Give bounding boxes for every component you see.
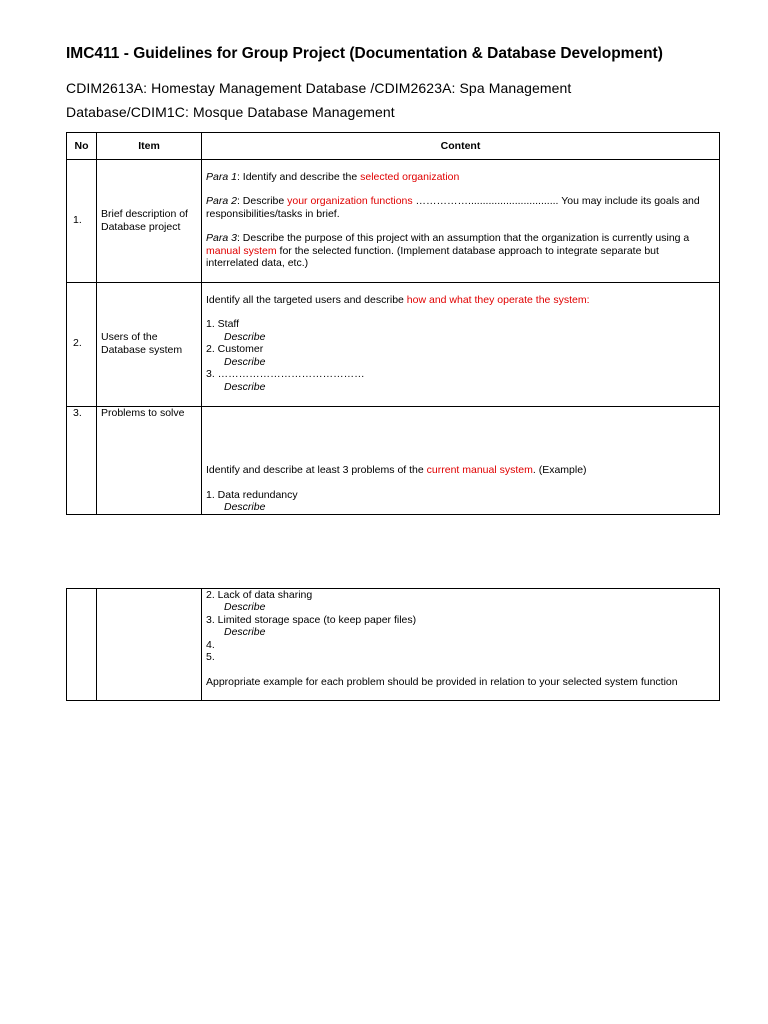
problem-2-describe: Describe — [224, 601, 266, 613]
header-row — [67, 133, 720, 160]
row-item: Problems to solve — [101, 407, 185, 419]
table-row — [67, 283, 720, 407]
row-number: 2. — [73, 337, 82, 349]
para-2: Para 2: Describe your organization functions ……………............................... You may include its goals and responsibilities/tasks in brief. — [206, 195, 700, 220]
problem-1-describe: Describe — [224, 501, 266, 513]
problem-1: 1. Data redundancy — [206, 489, 298, 501]
table-row — [67, 589, 720, 701]
user-3: 3. …………………………………… — [206, 368, 365, 380]
para-1: Para 1: Identify and describe the selected organization — [206, 171, 460, 183]
header-no: No — [67, 133, 97, 160]
row-number: 3. — [73, 407, 82, 419]
header-content: Content — [202, 133, 720, 160]
user-3-describe: Describe — [224, 381, 266, 393]
user-1-describe: Describe — [224, 331, 266, 343]
user-1: 1. Staff — [206, 318, 240, 330]
subtitle-line-2: Database/CDIM1C: Mosque Database Management — [66, 104, 395, 120]
table-row — [67, 160, 720, 283]
subtitle-line-1: CDIM2613A: Homestay Management Database /CDIM2623A: Spa Management — [66, 80, 572, 96]
row-item: Brief description of Database project — [101, 208, 188, 233]
users-intro: Identify all the targeted users and describe how and what they operate the system: — [206, 294, 590, 306]
row-number: 1. — [73, 214, 82, 226]
row-item: Users of the Database system — [101, 331, 183, 356]
guidelines-table — [66, 132, 720, 515]
problems-note: Appropriate example for each problem should be provided in relation to your selected system function — [206, 676, 678, 688]
problem-4: 4. — [206, 639, 215, 651]
problem-3-describe: Describe — [224, 626, 266, 638]
problem-2: 2. Lack of data sharing — [206, 589, 313, 601]
header-item: Item — [97, 133, 202, 160]
para-3: Para 3: Describe the purpose of this project with an assumption that the organization is currently using a manual system for the selected function. (Implement database approach to integrate separate but interrelated data, etc.) — [206, 232, 690, 269]
problems-intro: Identify and describe at least 3 problems of the current manual system. (Example) — [206, 464, 587, 476]
user-2: 2. Customer — [206, 343, 264, 355]
user-2-describe: Describe — [224, 356, 266, 368]
continuation-table — [66, 588, 720, 701]
problem-5: 5. — [206, 651, 215, 663]
table-row — [67, 407, 720, 515]
document-title: IMC411 - Guidelines for Group Project (Documentation & Database Development) — [66, 45, 663, 62]
problem-3: 3. Limited storage space (to keep paper files) — [206, 614, 417, 626]
